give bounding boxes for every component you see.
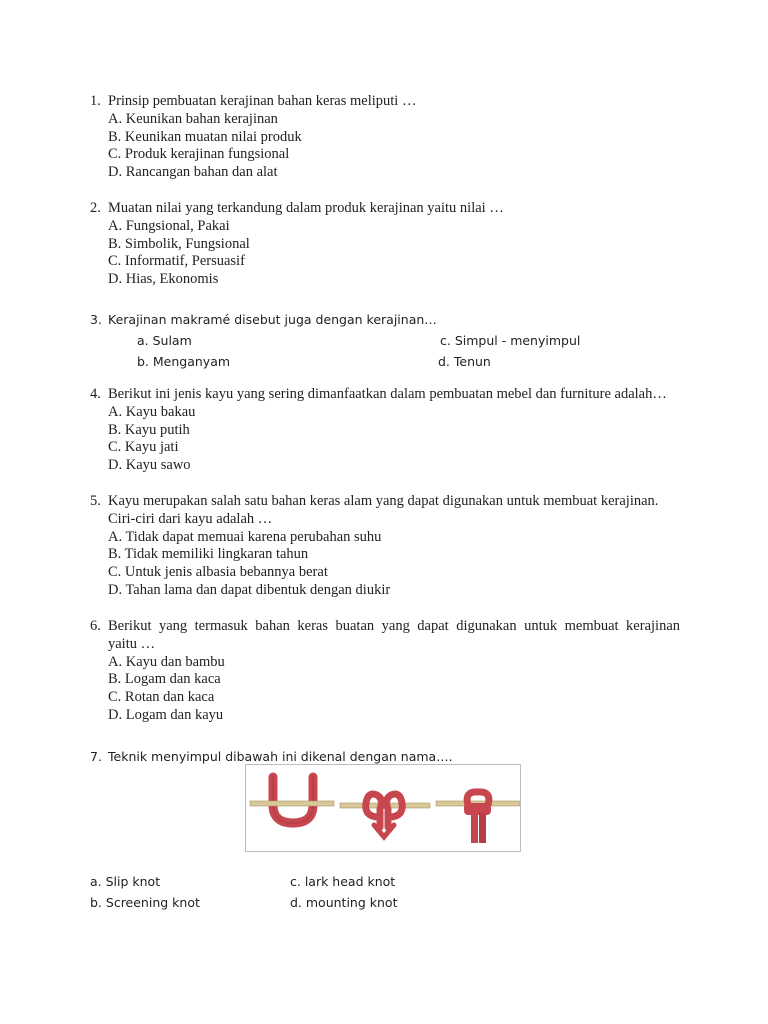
option-c: c. lark head knot bbox=[290, 874, 396, 889]
option-d: D. Hias, Ekonomis bbox=[108, 271, 219, 288]
question-number: 4. bbox=[90, 386, 101, 402]
option-c: c. Simpul - menyimpul bbox=[440, 333, 581, 348]
option-c: C. Rotan dan kaca bbox=[108, 689, 215, 706]
question-number: 1. bbox=[90, 93, 101, 109]
knot-1-u-loop bbox=[273, 777, 313, 823]
option-b: b. Menganyam bbox=[137, 354, 231, 369]
option-c: C. Produk kerajinan fungsional bbox=[108, 146, 290, 163]
knot-drawing bbox=[246, 765, 520, 851]
option-b: B. Logam dan kaca bbox=[108, 671, 221, 688]
knot-illustration bbox=[245, 764, 521, 852]
question-stem-line-1: Berikut yang termasuk bahan keras buatan yang dapat digunakan untuk membuat kerajinan bbox=[108, 618, 680, 634]
option-b: B. Simbolik, Fungsional bbox=[108, 235, 250, 252]
knot-3-lark-head bbox=[464, 792, 491, 843]
question-3 bbox=[90, 309, 680, 372]
option-d: D. Logam dan kayu bbox=[108, 706, 224, 723]
question-number: 3. bbox=[90, 312, 102, 327]
option-b: b. Screening knot bbox=[90, 895, 200, 910]
question-6 bbox=[90, 618, 680, 725]
option-a: a. Slip knot bbox=[90, 874, 161, 889]
option-b: B. Kayu putih bbox=[108, 421, 190, 438]
question-number: 5. bbox=[90, 493, 101, 509]
question-4 bbox=[90, 386, 680, 475]
option-a: a. Sulam bbox=[137, 333, 192, 348]
question-number: 6. bbox=[90, 618, 101, 634]
question-stem: Muatan nilai yang terkandung dalam produk kerajinan yaitu nilai … bbox=[108, 200, 504, 216]
question-7-options bbox=[90, 871, 680, 913]
option-d: d. mounting knot bbox=[290, 895, 398, 910]
rod-1 bbox=[250, 801, 334, 806]
option-c: C. Kayu jati bbox=[108, 439, 179, 456]
option-a: A. Kayu bakau bbox=[108, 403, 196, 420]
option-a: A. Keunikan bahan kerajinan bbox=[108, 110, 278, 127]
question-stem: Kerajinan makramé disebut juga dengan kerajinan… bbox=[108, 312, 437, 327]
option-b: B. Tidak memiliki lingkaran tahun bbox=[108, 546, 309, 563]
question-number: 2. bbox=[90, 200, 101, 216]
knot-2-double-loop bbox=[366, 794, 402, 837]
option-d: d. Tenun bbox=[438, 354, 491, 369]
option-a: A. Kayu dan bambu bbox=[108, 653, 225, 670]
question-1 bbox=[90, 93, 680, 182]
option-a: A. Tidak dapat memuai karena perubahan suhu bbox=[108, 528, 382, 545]
question-stem: Prinsip pembuatan kerajinan bahan keras meliputi … bbox=[108, 93, 417, 109]
question-2 bbox=[90, 200, 680, 289]
option-d: D. Rancangan bahan dan alat bbox=[108, 164, 278, 181]
question-stem-line-2: yaitu … bbox=[108, 635, 156, 652]
option-c: C. Untuk jenis albasia bebannya berat bbox=[108, 564, 328, 581]
option-c: C. Informatif, Persuasif bbox=[108, 253, 245, 270]
question-stem-line-1: Kayu merupakan salah satu bahan keras alam yang dapat digunakan untuk membuat kerajinan. bbox=[108, 493, 659, 509]
question-stem: Teknik menyimpul dibawah ini dikenal dengan nama…. bbox=[108, 749, 453, 764]
question-number: 7. bbox=[90, 749, 102, 764]
option-a: A. Fungsional, Pakai bbox=[108, 217, 230, 234]
question-5 bbox=[90, 493, 680, 600]
option-d: D. Kayu sawo bbox=[108, 457, 191, 474]
option-b: B. Keunikan muatan nilai produk bbox=[108, 128, 302, 145]
question-stem-line-2: Ciri-ciri dari kayu adalah … bbox=[108, 510, 273, 527]
option-d: D. Tahan lama dan dapat dibentuk dengan diukir bbox=[108, 581, 391, 598]
question-stem: Berikut ini jenis kayu yang sering dimanfaatkan dalam pembuatan mebel dan furniture adalah… bbox=[108, 386, 667, 402]
